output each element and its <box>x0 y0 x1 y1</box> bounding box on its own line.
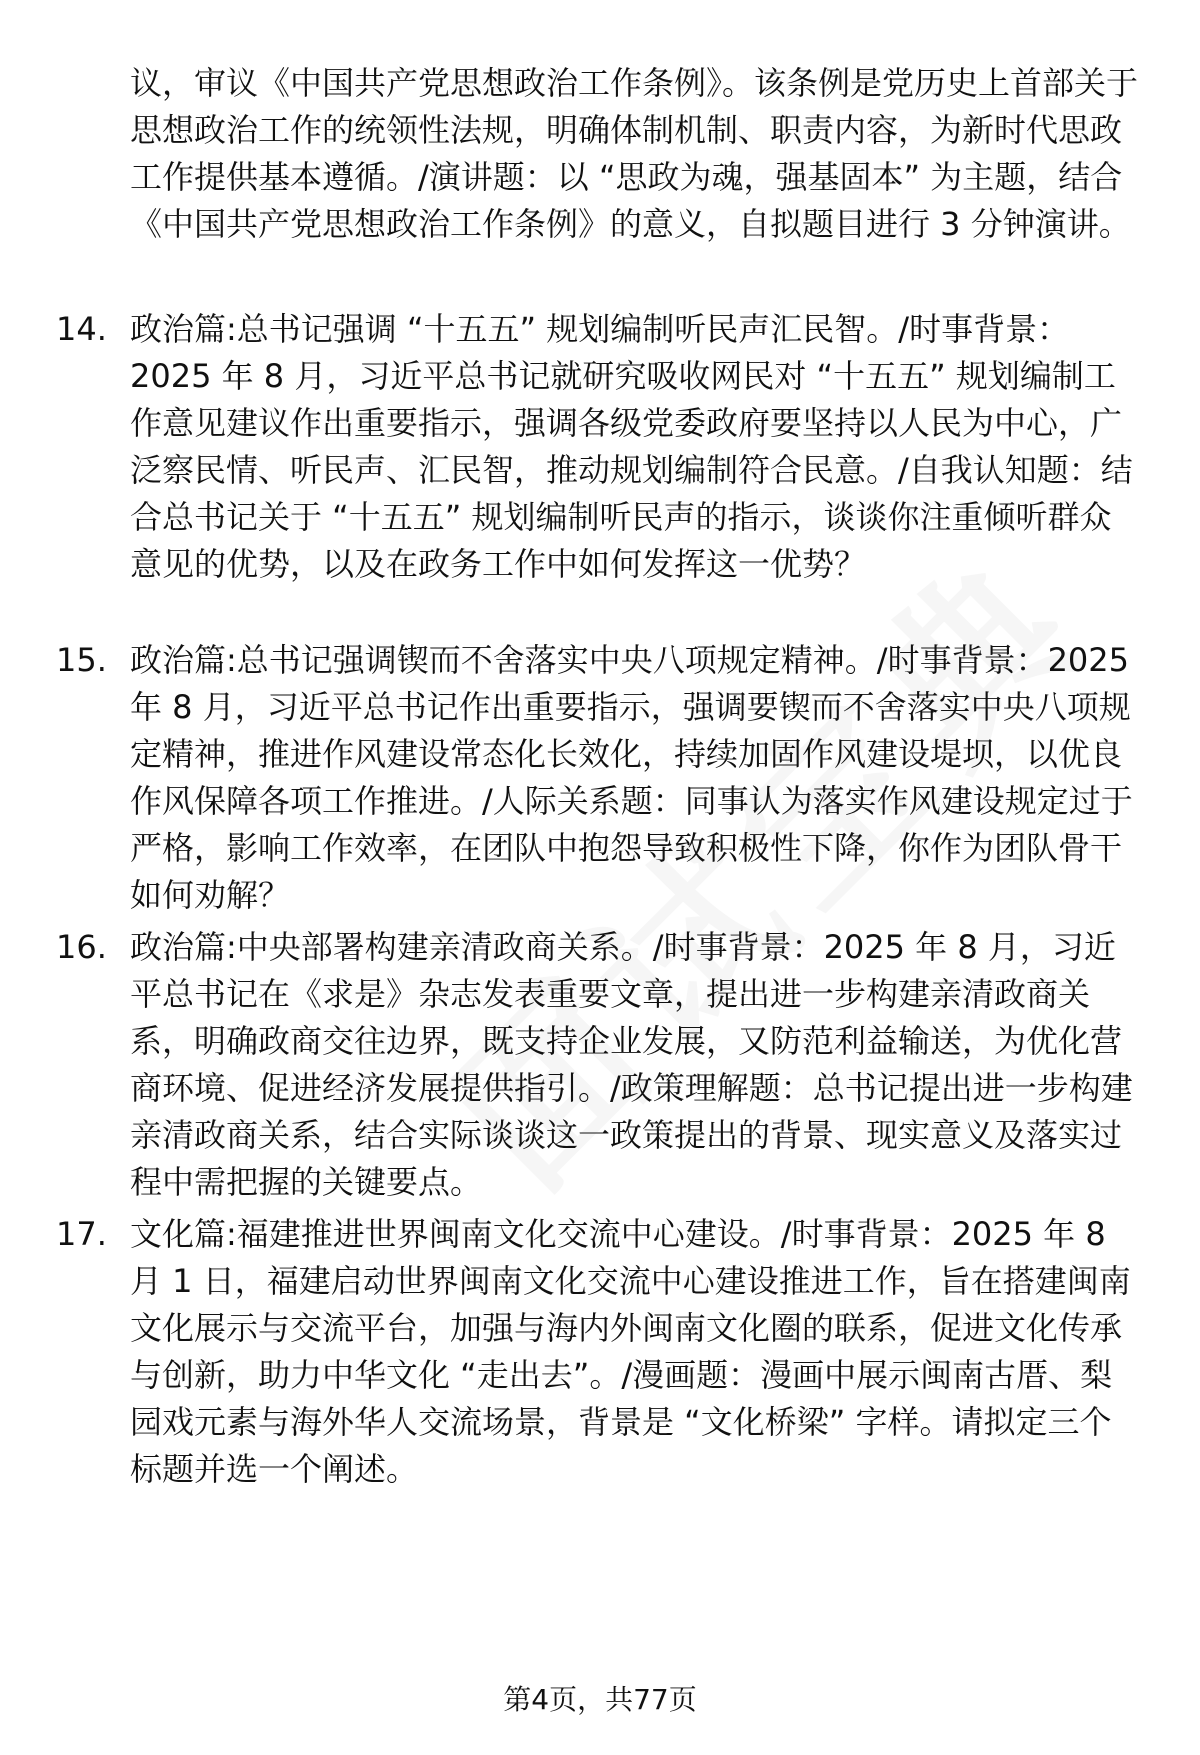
item-number: 14. <box>56 310 107 348</box>
item-text: 政治篇:总书记强调锲而不舍落实中央八项规定精神。/时事背景：2025 年 8 月，习近平总书记作出重要指示，强调要锲而不舍落实中央八项规定精神，推进作风建设常态化长效化，持续加固作风建设堤坝，以优良作风保障各项工作推进。/人际关系题：同事认为落实作风建设规定过于严格，影响工作效率，在团队中抱怨导致积极性下降，你作为团队骨干如何劝解？ <box>130 641 1133 914</box>
item-number: 16. <box>56 928 107 966</box>
item-text: 文化篇:福建推进世界闽南文化交流中心建设。/时事背景：2025 年 8 月 1 日，福建启动世界闽南文化交流中心建设推进工作，旨在搭建闽南文化展示与交流平台，加强与海内外闽南文化圈的联系，促进文化传承与创新，助力中华文化 “走出去”。/漫画题：漫画中展示闽南古厝、梨园戏元素与海外华人交流场景，背景是 “文化桥梁” 字样。请拟定三个标题并选一个阐述。 <box>130 1215 1131 1488</box>
item-number: 15. <box>56 641 107 679</box>
continuation-paragraph: 议，审议《中国共产党思想政治工作条例》。该条例是党历史上首部关于思想政治工作的统领性法规，明确体制机制、职责内容，为新时代思政工作提供基本遵循。/演讲题：以 “思政为魂，强基固本” 为主题，结合《中国共产党思想政治工作条例》的意义，自拟题目进行 3 分钟演讲。 <box>130 64 1139 243</box>
page-footer: 第4页，共77页 <box>503 1683 697 1716</box>
item-text: 政治篇:中央部署构建亲清政商关系。/时事背景：2025 年 8 月，习近平总书记在《求是》杂志发表重要文章，提出进一步构建亲清政商关系，明确政商交往边界，既支持企业发展，又防范利益输送，为优化营商环境、促进经济发展提供指引。/政策理解题：总书记提出进一步构建亲清政商关系，结合实际谈谈这一政策提出的背景、现实意义及落实过程中需把握的关键要点。 <box>130 928 1133 1201</box>
item-number: 17. <box>56 1215 107 1253</box>
item-text: 政治篇:总书记强调 “十五五” 规划编制听民声汇民智。/时事背景：2025 年 8 月，习近平总书记就研究吸收网民对 “十五五” 规划编制工作意见建议作出重要指示，强调各级党委政府要坚持以人民为中心，广泛察民情、听民声、汇民智，推动规划编制符合民意。/自我认知题：结合总书记关于 “十五五” 规划编制听民声的指示，谈谈你注重倾听群众意见的优势，以及在政务工作中如何发挥这一优势？ <box>130 310 1133 583</box>
